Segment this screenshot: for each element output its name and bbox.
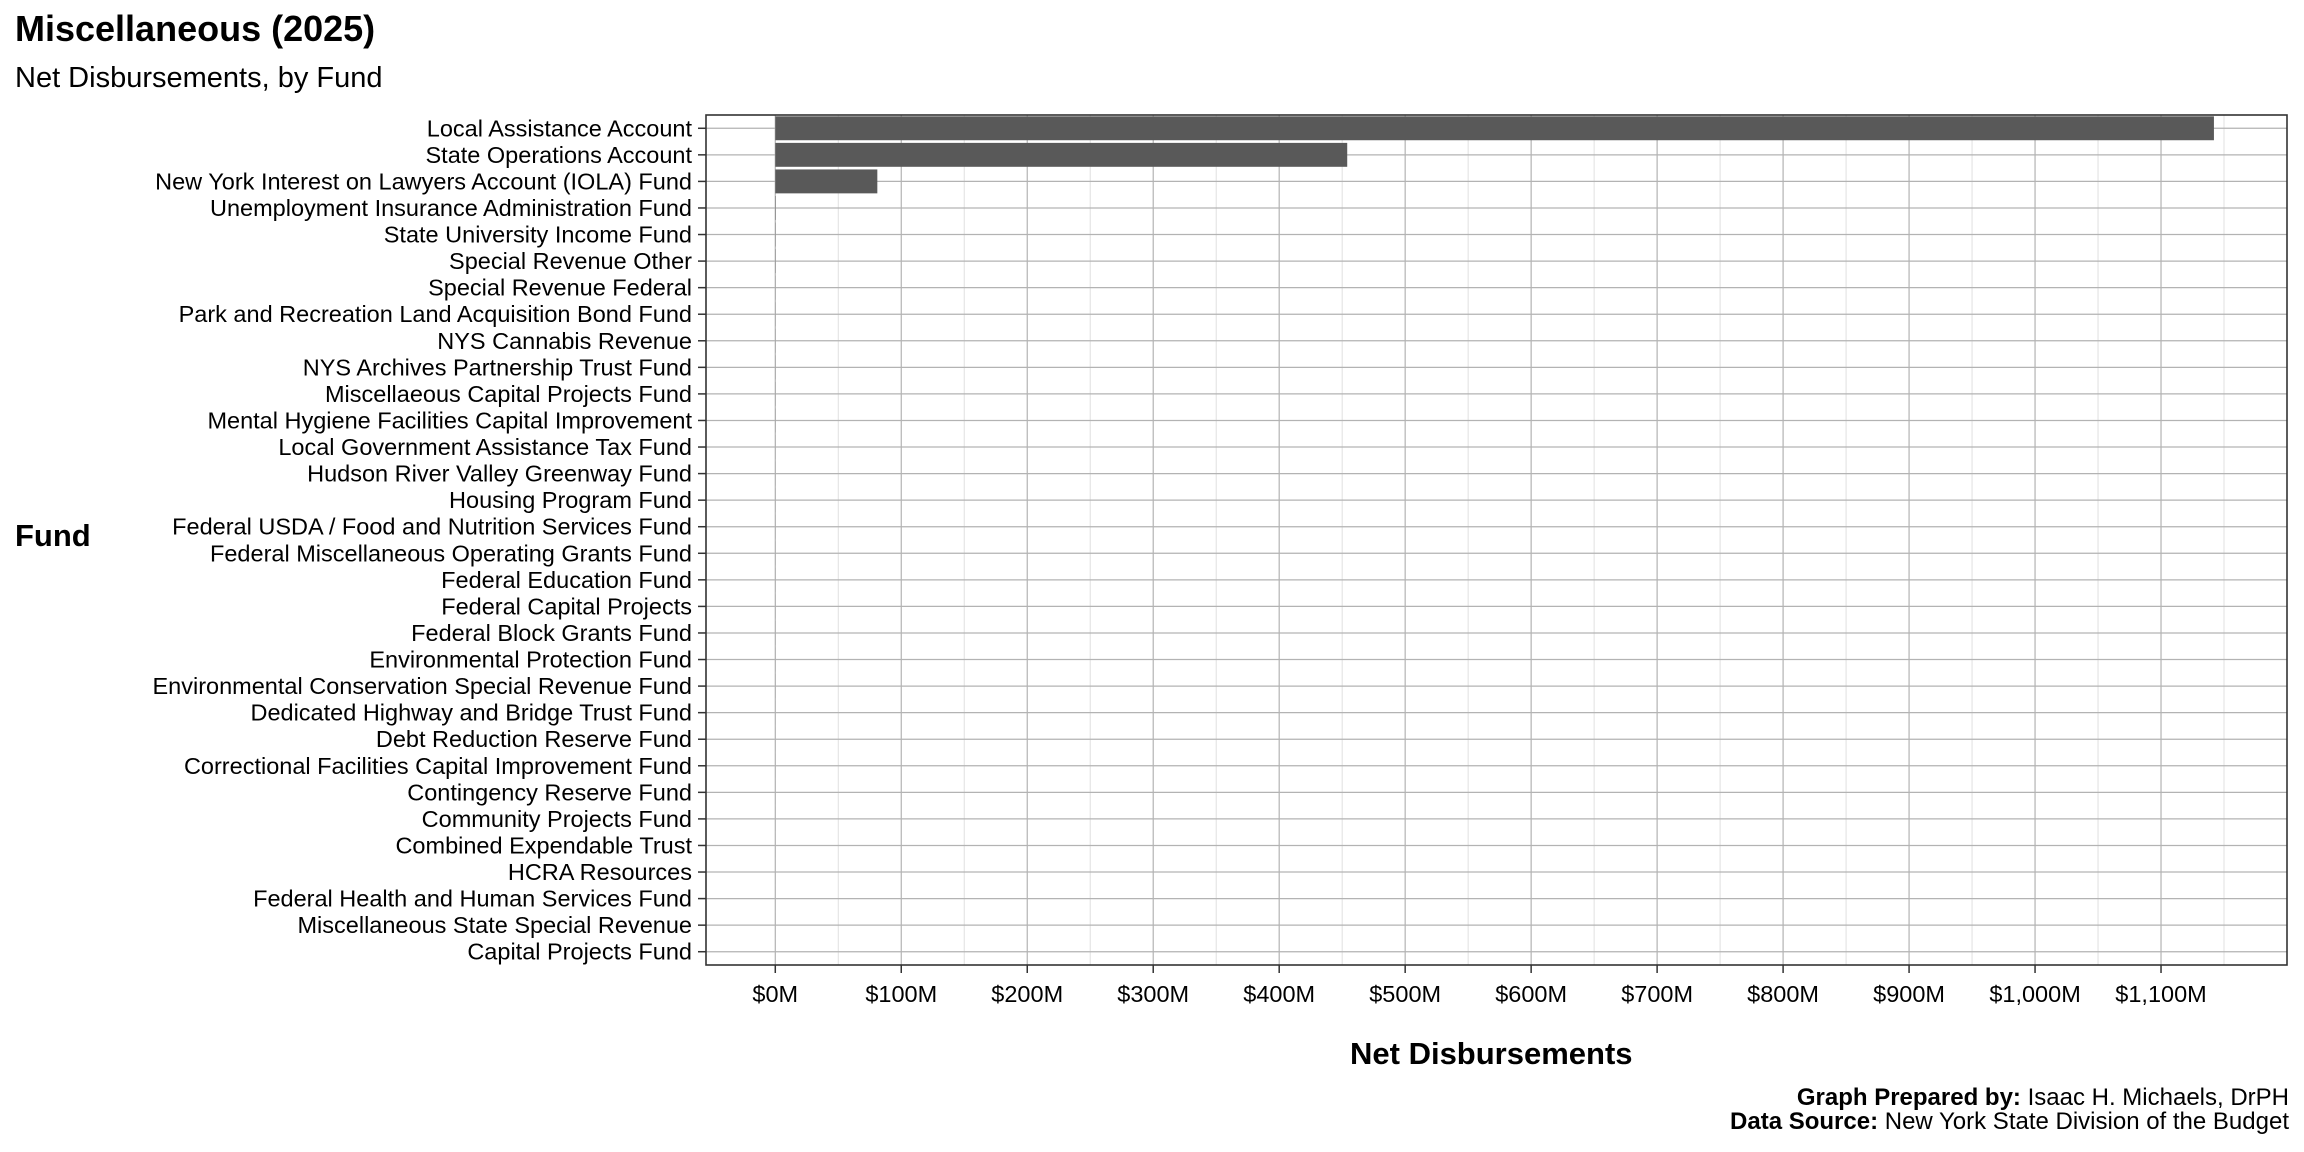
grid-layer — [706, 115, 2287, 965]
caption-data-source — [1730, 1108, 2289, 1136]
y-tick-label: Federal Block Grants Fund — [411, 619, 692, 646]
y-tick-label: Special Revenue Other — [449, 248, 692, 275]
y-tick-label: Federal Health and Human Services Fund — [253, 885, 692, 912]
x-tick-label: $400M — [1243, 981, 1316, 1007]
y-tick-label: Federal Capital Projects — [441, 593, 692, 620]
chart-subtitle: Net Disbursements, by Fund — [15, 62, 383, 94]
y-tick-label: Federal Miscellaneous Operating Grants Fund — [210, 540, 692, 567]
y-tick-label: Environmental Protection Fund — [369, 646, 692, 673]
y-tick-label: Park and Recreation Land Acquisition Bond Fund — [178, 301, 692, 328]
x-tick-label: $700M — [1621, 981, 1694, 1007]
y-tick-label: Special Revenue Federal — [428, 274, 692, 301]
y-tick-label: Local Government Assistance Tax Fund — [278, 434, 692, 461]
x-tick-label: $0M — [752, 981, 799, 1007]
caption-prepared-value: Isaac H. Michaels, DrPH — [2027, 1084, 2289, 1111]
y-tick-label: Contingency Reserve Fund — [407, 779, 692, 806]
x-tick-label: $1,000M — [1989, 981, 2081, 1007]
x-axis-label: Net Disbursements — [1350, 1036, 1633, 1071]
chart-title: Miscellaneous (2025) — [15, 8, 376, 49]
y-tick-label: Dedicated Highway and Bridge Trust Fund — [250, 699, 692, 726]
bar-layer — [775, 116, 2214, 963]
y-tick-label: HCRA Resources — [507, 859, 692, 886]
y-tick-label: Hudson River Valley Greenway Fund — [307, 460, 692, 487]
y-tick-label: State Operations Account — [425, 141, 692, 168]
y-tick-label: Correctional Facilities Capital Improvement Fund — [183, 752, 692, 779]
x-tick-label: $1,100M — [2115, 981, 2207, 1007]
y-tick-label: Unemployment Insurance Administration Fund — [210, 194, 692, 221]
y-tick-label: NYS Cannabis Revenue — [437, 327, 692, 354]
caption-source-label: Data Source: — [1730, 1108, 1879, 1135]
y-tick-label: Miscellaeous Capital Projects Fund — [324, 380, 692, 407]
bar — [775, 169, 877, 193]
y-tick-label: Federal USDA / Food and Nutrition Services Fund — [172, 513, 692, 540]
y-tick-label: Community Projects Fund — [421, 805, 692, 832]
y-tick-label: Debt Reduction Reserve Fund — [375, 726, 692, 753]
bar — [775, 143, 1347, 167]
x-tick-label: $800M — [1747, 981, 1820, 1007]
x-tick-label: $600M — [1495, 981, 1568, 1007]
y-tick-label: Housing Program Fund — [449, 487, 692, 514]
x-tick-label: $100M — [865, 981, 938, 1007]
y-tick-label: Mental Hygiene Facilities Capital Improvement — [207, 407, 692, 434]
y-tick-label: Local Assistance Account — [426, 115, 692, 142]
y-tick-label: Environmental Conservation Special Revenue Fund — [152, 673, 692, 700]
y-tick-label: New York Interest on Lawyers Account (IOLA) Fund — [155, 168, 692, 195]
x-tick-label: $300M — [1117, 981, 1190, 1007]
y-tick-label: Combined Expendable Trust — [395, 832, 692, 859]
bar — [775, 116, 2214, 140]
caption-source-value: New York State Division of the Budget — [1884, 1108, 2289, 1135]
y-tick-label: State University Income Fund — [383, 221, 692, 248]
plot-border — [706, 115, 2287, 965]
x-tick-label: $900M — [1873, 981, 1946, 1007]
y-tick-label: Federal Education Fund — [441, 566, 692, 593]
y-axis-label: Fund — [15, 518, 91, 553]
x-tick-label: $200M — [991, 981, 1064, 1007]
y-tick-label: Miscellaneous State Special Revenue — [297, 912, 692, 939]
y-tick-label: NYS Archives Partnership Trust Fund — [302, 354, 692, 381]
axis-layer — [152, 115, 2287, 1007]
y-tick-label: Capital Projects Fund — [467, 938, 692, 965]
caption-prepared-label: Graph Prepared by: — [1796, 1084, 2021, 1111]
x-tick-label: $500M — [1369, 981, 1442, 1007]
